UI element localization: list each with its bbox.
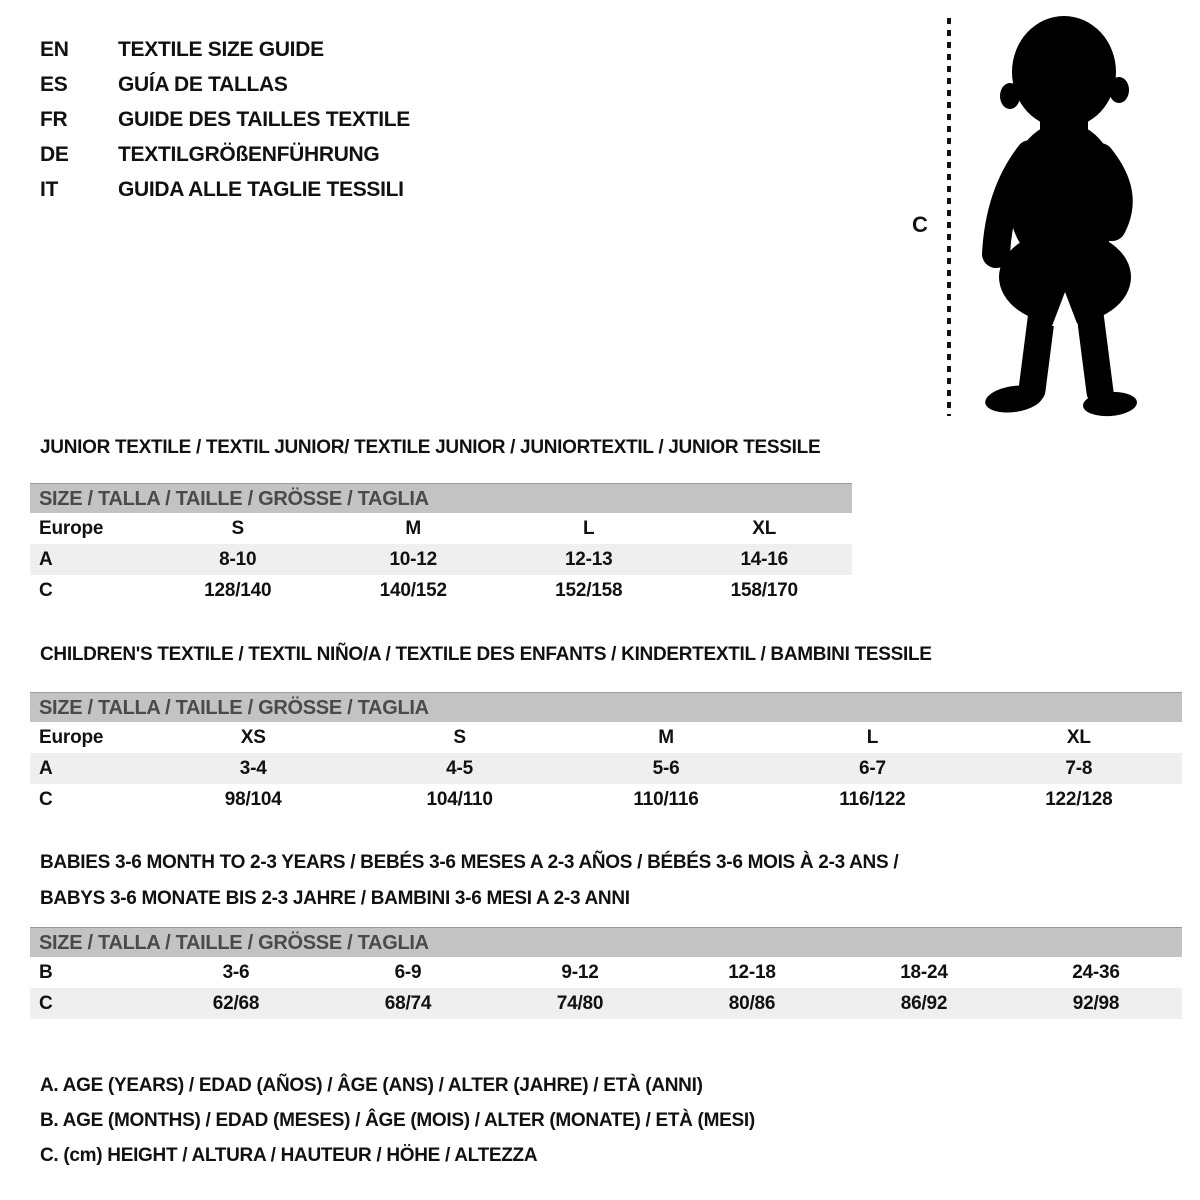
section-title-children: CHILDREN'S TEXTILE / TEXTIL NIÑO/A / TEXTILE DES ENFANTS / KINDERTEXTIL / BAMBINI TESSILE [40, 644, 932, 665]
table-row-age [30, 753, 1182, 784]
age-cell: 12-18 [728, 961, 776, 983]
guide-title: TEXTILGRÖßENFÜHRUNG [118, 142, 380, 166]
height-dimension-label: C [912, 212, 928, 237]
row-label: A [39, 757, 53, 779]
age-cell: 6-7 [858, 757, 886, 779]
size-cell: L [583, 517, 595, 539]
table-row-europe [30, 513, 852, 544]
children-size-table [30, 692, 1182, 815]
height-cell: 62/68 [212, 992, 260, 1014]
language-row [40, 102, 410, 137]
table-row-age [30, 544, 852, 575]
size-cell: L [866, 726, 879, 748]
age-cell: 18-24 [900, 961, 948, 983]
table-row-europe [30, 722, 1182, 753]
height-cell: 98/104 [224, 788, 282, 810]
section-title-junior: JUNIOR TEXTILE / TEXTIL JUNIOR/ TEXTILE JUNIOR / JUNIORTEXTIL / JUNIOR TESSILE [40, 437, 821, 458]
language-row [40, 137, 410, 172]
size-cell: XL [752, 517, 777, 539]
height-cell: 158/170 [730, 579, 798, 601]
height-cell: 122/128 [1045, 788, 1113, 810]
junior-size-table [30, 483, 852, 606]
height-cell: 140/152 [379, 579, 447, 601]
age-cell: 3-6 [222, 961, 250, 983]
toddler-silhouette-icon [962, 12, 1167, 422]
size-cell: M [405, 517, 422, 539]
language-code: FR [40, 107, 68, 131]
measurement-legend [40, 1068, 755, 1173]
size-header-bar: SIZE / TALLA / TAILLE / GRÖSSE / TAGLIA [30, 927, 1182, 957]
size-cell: XS [240, 726, 266, 748]
language-code: IT [40, 177, 59, 201]
language-row [40, 172, 410, 207]
row-label: Europe [39, 517, 104, 539]
size-cell: M [658, 726, 674, 748]
age-cell: 8-10 [219, 548, 257, 570]
guide-title: GUIDA ALLE TAGLIE TESSILI [118, 177, 404, 201]
section-title-babies [40, 845, 898, 917]
age-cell: 9-12 [561, 961, 599, 983]
size-cell: S [453, 726, 466, 748]
guide-title: GUIDE DES TAILLES TEXTILE [118, 107, 410, 131]
height-dimension-line [947, 18, 951, 416]
legend-line-b: B. AGE (MONTHS) / EDAD (MESES) / ÂGE (MOIS) / ALTER (MONATE) / ETÀ (MESI) [40, 1110, 755, 1131]
age-cell: 6-9 [394, 961, 422, 983]
row-label: C [39, 579, 53, 601]
age-cell: 3-4 [239, 757, 267, 779]
height-cell: 104/110 [426, 788, 493, 810]
height-cell: 68/74 [384, 992, 432, 1014]
row-label: C [39, 788, 53, 810]
language-code: EN [40, 37, 69, 61]
table-row-height [30, 575, 852, 606]
age-cell: 14-16 [740, 548, 789, 570]
height-cell: 80/86 [728, 992, 776, 1014]
section-title-babies-line2: BABYS 3-6 MONATE BIS 2-3 JAHRE / BAMBINI 3-6 MESI A 2-3 ANNI [40, 888, 630, 909]
table-row-height [30, 988, 1182, 1019]
age-cell: 24-36 [1072, 961, 1120, 983]
language-code: DE [40, 142, 69, 166]
language-code: ES [40, 72, 68, 96]
row-label: A [39, 548, 53, 570]
size-header-bar: SIZE / TALLA / TAILLE / GRÖSSE / TAGLIA [30, 692, 1182, 722]
guide-title: GUÍA DE TALLAS [118, 72, 288, 96]
age-cell: 10-12 [389, 548, 438, 570]
language-row [40, 32, 410, 67]
legend-line-c: C. (cm) HEIGHT / ALTURA / HAUTEUR / HÖHE / ALTEZZA [40, 1145, 538, 1166]
height-cell: 116/122 [839, 788, 906, 810]
language-title-list [40, 32, 410, 207]
height-cell: 128/140 [204, 579, 272, 601]
height-cell: 86/92 [900, 992, 948, 1014]
size-cell: S [231, 517, 244, 539]
table-row-height [30, 784, 1182, 815]
age-cell: 7-8 [1065, 757, 1093, 779]
section-title-babies-line1: BABIES 3-6 MONTH TO 2-3 YEARS / BEBÉS 3-6 MESES A 2-3 AÑOS / BÉBÉS 3-6 MOIS À 2-3 ANS / [40, 852, 899, 873]
age-cell: 12-13 [564, 548, 613, 570]
height-cell: 92/98 [1072, 992, 1120, 1014]
size-cell: XL [1066, 726, 1091, 748]
babies-size-table [30, 927, 1182, 1019]
age-cell: 4-5 [446, 757, 474, 779]
row-label: B [39, 961, 53, 983]
row-label: Europe [39, 726, 104, 748]
row-label: C [39, 992, 53, 1014]
size-header-bar: SIZE / TALLA / TAILLE / GRÖSSE / TAGLIA [30, 483, 852, 513]
height-cell: 152/158 [555, 579, 623, 601]
table-row-age-months [30, 957, 1182, 988]
height-cell: 110/116 [633, 788, 699, 810]
legend-line-a: A. AGE (YEARS) / EDAD (AÑOS) / ÂGE (ANS) / ALTER (JAHRE) / ETÀ (ANNI) [40, 1075, 703, 1096]
age-cell: 5-6 [652, 757, 680, 779]
height-cell: 74/80 [556, 992, 604, 1014]
guide-title: TEXTILE SIZE GUIDE [118, 37, 324, 61]
language-row [40, 67, 410, 102]
